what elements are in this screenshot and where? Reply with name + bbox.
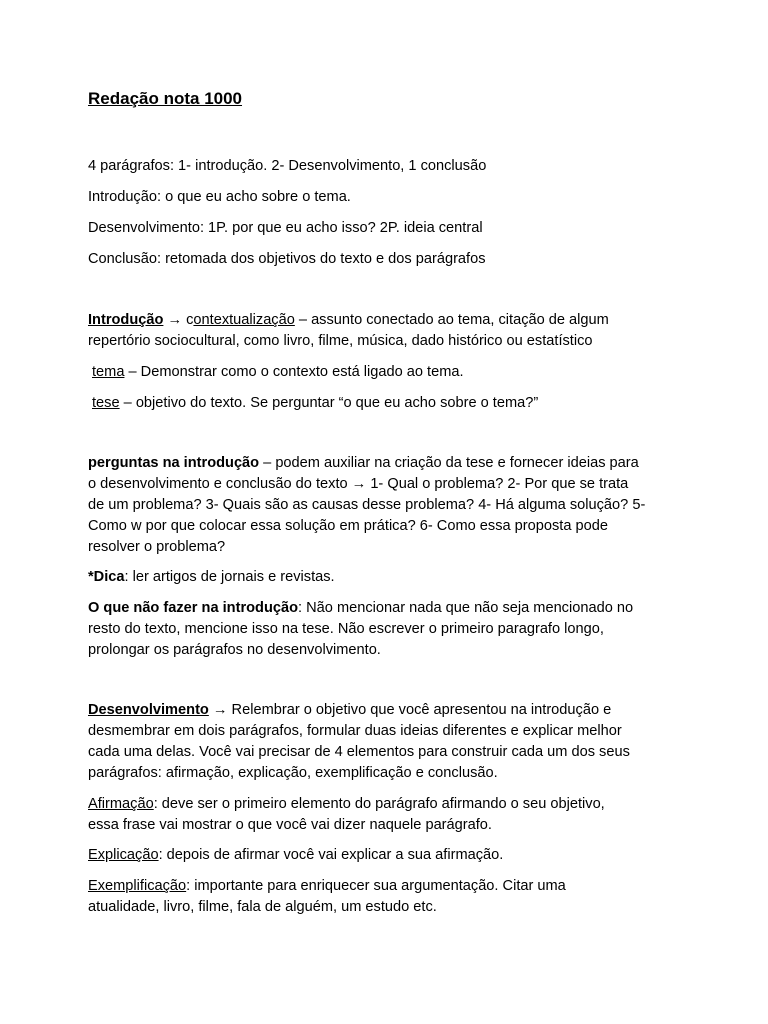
dev-heading: Desenvolvimento xyxy=(88,702,209,718)
context-term: ontextualização xyxy=(193,312,295,328)
context-first-letter: c xyxy=(186,312,194,328)
questions-line-3: de um problema? 3- Quais são as causas desse problema? 4- Há alguma solução? 5- xyxy=(88,497,646,513)
summary-line-4: Conclusão: retomada dos objetivos do texto e dos parágrafos xyxy=(88,251,486,267)
dev-line-1: Desenvolvimento → Relembrar o objetivo que você apresentou na introdução e xyxy=(88,702,612,718)
context-text: – assunto conectado ao tema, citação de algum xyxy=(294,312,609,328)
intro-tema-line xyxy=(92,362,464,382)
arrow-right-icon: → xyxy=(167,312,183,328)
questions-heading: perguntas na introdução xyxy=(88,455,260,471)
tese-text: – objetivo do texto. Se perguntar “o que eu acho sobre o tema?” xyxy=(119,395,539,411)
tese-term: tese xyxy=(92,395,120,411)
summary-line-2: Introdução: o que eu acho sobre o tema. xyxy=(88,189,351,205)
dont-label: O que não fazer na introdução xyxy=(88,600,299,616)
document-title: Redação nota 1000 xyxy=(88,89,243,108)
exemplificacao-line-2: atualidade, livro, filme, fala de alguém, um estudo etc. xyxy=(88,899,437,915)
tip-label: *Dica xyxy=(88,569,125,585)
exemplificacao-line-1: Exemplificação: importante para enriquecer sua argumentação. Citar uma xyxy=(88,878,566,894)
questions-line-5: resolver o problema? xyxy=(88,539,226,555)
tema-text: – Demonstrar como o contexto está ligado ao tema. xyxy=(124,364,464,380)
tema-term: tema xyxy=(92,364,125,380)
summary-line-1: 4 parágrafos: 1- introdução. 2- Desenvolvimento, 1 conclusão xyxy=(88,158,487,174)
arrow-right-icon: → xyxy=(351,476,367,492)
afirmacao-line-2: essa frase vai mostrar o que você vai dizer naquele parágrafo. xyxy=(88,817,492,833)
explicacao-term: Explicação xyxy=(88,847,159,863)
dont-line-3: prolongar os parágrafos no desenvolvimento. xyxy=(88,642,381,658)
summary-line-3: Desenvolvimento: 1P. por que eu acho isso? 2P. ideia central xyxy=(88,220,483,236)
afirmacao-line-1: Afirmação: deve ser o primeiro elemento do parágrafo afirmando o seu objetivo, xyxy=(88,796,605,812)
questions-line-2: o desenvolvimento e conclusão do texto → 1- Qual o problema? 2- Por que se trata xyxy=(88,476,629,492)
intro-context-line-2: repertório sociocultural, como livro, filme, música, dado histórico ou estatístico xyxy=(88,333,593,349)
dev-line-3: cada uma delas. Você vai precisar de 4 elementos para construir cada um dos seus xyxy=(88,744,630,760)
questions-line-1: perguntas na introdução – podem auxiliar na criação da tese e fornecer ideias para xyxy=(88,455,639,471)
arrow-right-icon: → xyxy=(212,702,228,718)
dont-line-2: resto do texto, mencione isso na tese. Não escrever o primeiro paragrafo longo, xyxy=(88,621,604,637)
intro-heading: Introdução xyxy=(88,312,164,328)
exemplificacao-term: Exemplificação xyxy=(88,878,187,894)
dev-line-4: parágrafos: afirmação, explicação, exemplificação e conclusão. xyxy=(88,765,498,781)
dont-line-1: O que não fazer na introdução: Não mencionar nada que não seja mencionado no xyxy=(88,600,634,616)
explicacao-line: Explicação: depois de afirmar você vai explicar a sua afirmação. xyxy=(88,847,504,863)
afirmacao-term: Afirmação xyxy=(88,796,154,812)
intro-context-line xyxy=(88,310,609,330)
questions-line-4: Como w por que colocar essa solução em prática? 6- Como essa proposta pode xyxy=(88,518,608,534)
intro-tese-line xyxy=(92,393,538,413)
tip-line: *Dica: ler artigos de jornais e revistas. xyxy=(88,569,335,585)
dev-line-2: desmembrar em dois parágrafos, formular duas ideias diferentes e explicar melhor xyxy=(88,723,622,739)
